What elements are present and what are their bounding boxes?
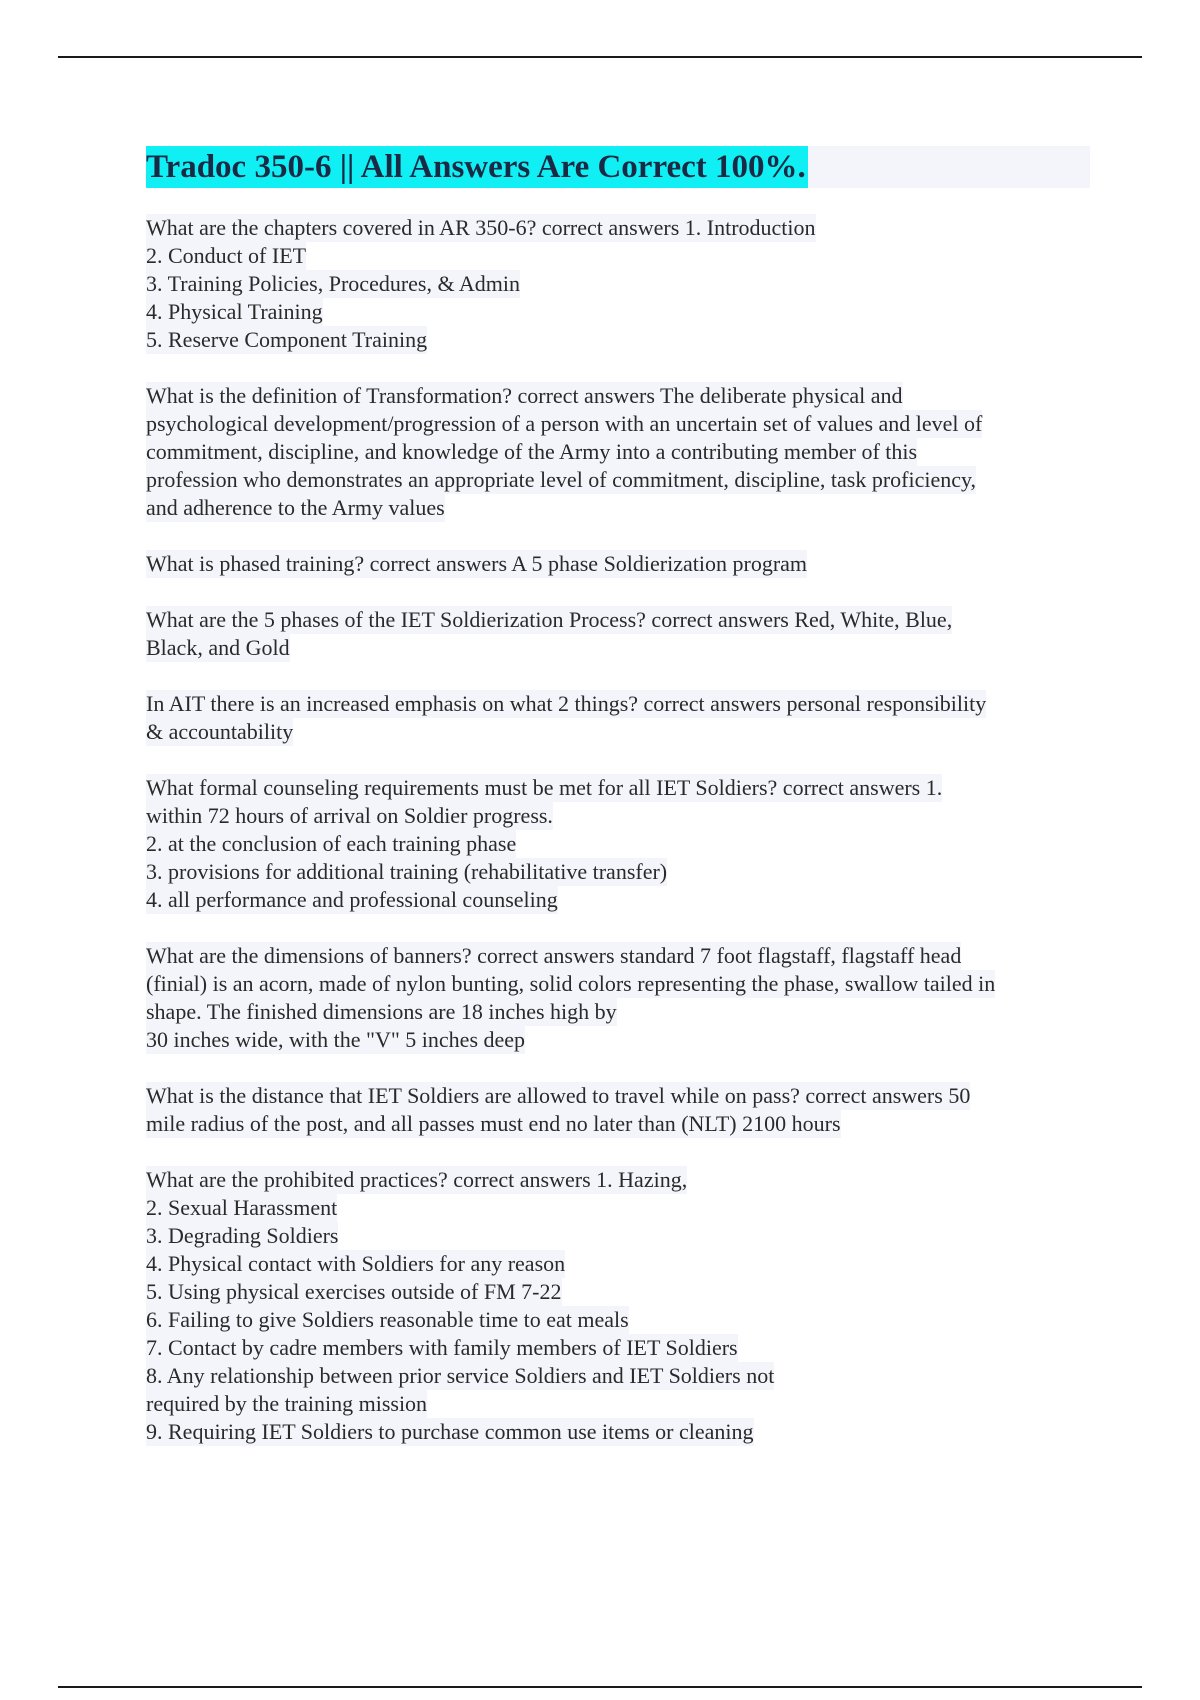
answer-line: 2. Conduct of IET [146, 243, 307, 268]
qa-line-row [146, 242, 1090, 270]
title-band [146, 146, 1090, 188]
qa-line-row [146, 1334, 1090, 1362]
qa-line-row [146, 774, 1090, 802]
answer-line: 2. at the conclusion of each training phase [146, 831, 517, 856]
qa-line-row [146, 886, 1090, 914]
qa-entry [146, 382, 1090, 522]
answer-line: 5. Using physical exercises outside of FM 7-22 [146, 1279, 562, 1304]
qa-entry [146, 1166, 1090, 1446]
qa-line-row [146, 438, 1090, 466]
qa-entry [146, 550, 1090, 578]
qa-entry [146, 1082, 1090, 1138]
question-text: What is phased training? correct answers A 5 phase Soldierization program [146, 551, 808, 576]
qa-entry [146, 214, 1090, 354]
answer-line: 9. Requiring IET Soldiers to purchase common use items or cleaning [146, 1419, 754, 1444]
qa-line-row [146, 1082, 1090, 1110]
qa-entry [146, 942, 1090, 1054]
qa-line-row [146, 494, 1090, 522]
qa-line-row [146, 1306, 1090, 1334]
answer-line: and adherence to the Army values [146, 495, 445, 520]
answer-line: 4. Physical Training [146, 299, 323, 324]
qa-line-row [146, 1166, 1090, 1194]
question-text: What are the prohibited practices? correct answers 1. Hazing, [146, 1167, 688, 1192]
qa-line-row [146, 1026, 1090, 1054]
qa-line-row [146, 214, 1090, 242]
qa-entry [146, 606, 1090, 662]
qa-line-row [146, 326, 1090, 354]
answer-line: 3. Training Policies, Procedures, & Admin [146, 271, 520, 296]
answer-line: 3. provisions for additional training (rehabilitative transfer) [146, 859, 668, 884]
qa-line-row [146, 718, 1090, 746]
qa-line-row [146, 998, 1090, 1026]
answer-line: & accountability [146, 719, 294, 744]
answer-line: psychological development/progression of a person with an uncertain set of values and level of [146, 411, 983, 436]
question-text: What is the definition of Transformation? correct answers The deliberate physical and [146, 383, 903, 408]
qa-line-row [146, 298, 1090, 326]
top-rule [58, 56, 1142, 58]
answer-line: 4. all performance and professional counseling [146, 887, 558, 912]
qa-entry [146, 690, 1090, 746]
qa-line-row [146, 1278, 1090, 1306]
qa-line-row [146, 970, 1090, 998]
answer-line: shape. The finished dimensions are 18 inches high by [146, 999, 617, 1024]
qa-line-row [146, 858, 1090, 886]
qa-line-row [146, 1418, 1090, 1446]
answer-line: within 72 hours of arrival on Soldier progress. [146, 803, 553, 828]
qa-line-row [146, 1250, 1090, 1278]
answer-line: (finial) is an acorn, made of nylon bunting, solid colors representing the phase, swallow tailed in [146, 971, 996, 996]
answer-line: 6. Failing to give Soldiers reasonable time to eat meals [146, 1307, 629, 1332]
question-text: In AIT there is an increased emphasis on what 2 things? correct answers personal responsibility [146, 691, 987, 716]
qa-line-row [146, 1194, 1090, 1222]
answer-line: 2. Sexual Harassment [146, 1195, 338, 1220]
answer-line: Black, and Gold [146, 635, 290, 660]
bottom-rule [58, 1686, 1142, 1688]
question-text: What are the dimensions of banners? correct answers standard 7 foot flagstaff, flagstaff head [146, 943, 962, 968]
question-text: What is the distance that IET Soldiers are allowed to travel while on pass? correct answers 50 [146, 1083, 971, 1108]
qa-line-row [146, 634, 1090, 662]
answer-line: mile radius of the post, and all passes must end no later than (NLT) 2100 hours [146, 1111, 841, 1136]
qa-line-row [146, 1110, 1090, 1138]
answer-line: required by the training mission [146, 1391, 428, 1416]
answer-line: 7. Contact by cadre members with family members of IET Soldiers [146, 1335, 738, 1360]
answer-line: 4. Physical contact with Soldiers for any reason [146, 1251, 566, 1276]
qa-line-row [146, 466, 1090, 494]
qa-line-row [146, 606, 1090, 634]
qa-line-row [146, 270, 1090, 298]
qa-line-row [146, 690, 1090, 718]
qa-line-row [146, 1222, 1090, 1250]
qa-line-row [146, 382, 1090, 410]
question-text: What are the chapters covered in AR 350-6? correct answers 1. Introduction [146, 215, 816, 240]
document-body [146, 146, 1090, 1474]
answer-line: 8. Any relationship between prior service Soldiers and IET Soldiers not [146, 1363, 775, 1388]
answer-line: 5. Reserve Component Training [146, 327, 428, 352]
qa-list [146, 214, 1090, 1446]
qa-line-row [146, 1390, 1090, 1418]
qa-line-row [146, 802, 1090, 830]
qa-line-row [146, 830, 1090, 858]
answer-line: profession who demonstrates an appropriate level of commitment, discipline, task proficiency, [146, 467, 977, 492]
question-text: What are the 5 phases of the IET Soldierization Process? correct answers Red, White, Blue, [146, 607, 953, 632]
qa-line-row [146, 942, 1090, 970]
qa-line-row [146, 410, 1090, 438]
qa-entry [146, 774, 1090, 914]
qa-line-row [146, 550, 1090, 578]
document-title: Tradoc 350-6 || All Answers Are Correct 100%. [146, 146, 808, 188]
question-text: What formal counseling requirements must be met for all IET Soldiers? correct answers 1. [146, 775, 943, 800]
answer-line: 30 inches wide, with the "V" 5 inches deep [146, 1027, 526, 1052]
qa-line-row [146, 1362, 1090, 1390]
answer-line: 3. Degrading Soldiers [146, 1223, 339, 1248]
answer-line: commitment, discipline, and knowledge of the Army into a contributing member of this [146, 439, 918, 464]
